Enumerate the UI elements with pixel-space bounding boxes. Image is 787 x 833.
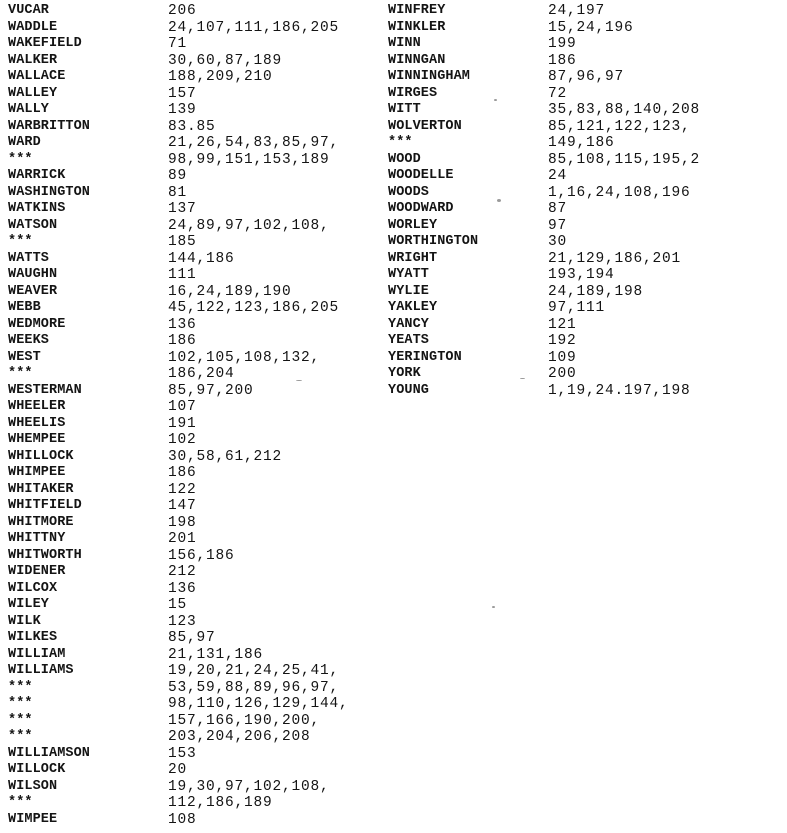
index-right-column xyxy=(388,3,787,399)
index-entry xyxy=(8,581,380,598)
page-numbers: 186 xyxy=(168,333,197,349)
page-numbers: 30,58,61,212 xyxy=(168,448,283,465)
page-numbers: 15 xyxy=(168,597,188,613)
page-numbers: 21,129,186,201 xyxy=(548,250,682,267)
surname: WILKES xyxy=(8,630,58,645)
page-numbers: 206 xyxy=(168,3,197,19)
page-numbers: 97,111 xyxy=(548,300,606,316)
continuation-marker: *** xyxy=(8,679,33,695)
index-entry xyxy=(8,812,380,829)
index-entry xyxy=(8,531,380,548)
continuation-marker: *** xyxy=(8,366,33,381)
index-entry xyxy=(8,515,380,532)
page-numbers: 71 xyxy=(168,36,188,52)
index-entry xyxy=(8,383,380,400)
index-entry xyxy=(8,465,380,482)
page-numbers: 1,19,24.197,198 xyxy=(548,382,691,399)
scan-speck xyxy=(296,380,302,381)
index-entry xyxy=(8,795,380,812)
index-entry xyxy=(8,3,380,20)
surname: WEEKS xyxy=(8,333,50,348)
index-entry xyxy=(8,300,380,317)
surname: WHEELIS xyxy=(8,415,66,431)
page-numbers: 30,60,87,189 xyxy=(168,52,283,69)
page-numbers: 108 xyxy=(168,811,197,828)
page-numbers: 19,30,97,102,108, xyxy=(168,778,330,795)
index-entry xyxy=(388,185,787,202)
surname: WILEY xyxy=(8,597,50,612)
index-entry xyxy=(8,119,380,136)
surname: WIDENER xyxy=(8,564,66,579)
surname: WEAVER xyxy=(8,283,58,299)
index-entry xyxy=(8,779,380,796)
surname: WILLOCK xyxy=(8,762,66,777)
page-numbers: 24,107,111,186,205 xyxy=(168,19,340,36)
continuation-marker: *** xyxy=(388,135,413,150)
index-entry xyxy=(388,333,787,350)
page-numbers: 87,96,97 xyxy=(548,69,625,85)
page-numbers: 156,186 xyxy=(168,547,235,564)
page-numbers: 83.85 xyxy=(168,118,216,135)
index-entry xyxy=(388,3,787,20)
index-entry xyxy=(8,234,380,251)
page-numbers: 24,89,97,102,108, xyxy=(168,217,330,234)
surname: WILLIAMSON xyxy=(8,745,91,761)
index-entry xyxy=(388,317,787,334)
page-numbers: 30 xyxy=(548,234,568,250)
continuation-marker: *** xyxy=(8,696,33,711)
index-entry xyxy=(8,284,380,301)
index-entry xyxy=(8,746,380,763)
index-entry xyxy=(8,399,380,416)
continuation-marker: *** xyxy=(8,795,33,810)
index-entry xyxy=(388,300,787,317)
surname: WYLIE xyxy=(388,283,430,299)
page-numbers: 35,83,88,140,208 xyxy=(548,102,701,118)
surname: WALLEY xyxy=(8,85,58,101)
page-numbers: 122 xyxy=(168,481,197,498)
index-entry xyxy=(388,366,787,383)
page-numbers: 200 xyxy=(548,366,577,382)
page-numbers: 188,209,210 xyxy=(168,69,273,85)
surname: YOUNG xyxy=(388,382,430,398)
surname: WHITMORE xyxy=(8,514,74,530)
surname: WORTHINGTON xyxy=(388,234,479,249)
surname: WOODELLE xyxy=(388,168,454,183)
surname: WARRICK xyxy=(8,168,66,183)
page-numbers: 191 xyxy=(168,415,197,432)
index-entry xyxy=(388,53,787,70)
page-numbers: 199 xyxy=(548,36,577,52)
page-numbers: 24,197 xyxy=(548,3,606,19)
index-entry xyxy=(8,680,380,697)
surname: YAKLEY xyxy=(388,300,438,315)
index-entry xyxy=(8,498,380,515)
surname: WAUGHN xyxy=(8,267,58,282)
page-numbers: 109 xyxy=(548,349,577,366)
index-entry xyxy=(388,284,787,301)
index-entry xyxy=(8,218,380,235)
index-left-column xyxy=(8,3,380,828)
index-entry xyxy=(8,416,380,433)
surname: WIMPEE xyxy=(8,811,58,827)
surname: WHEMPEE xyxy=(8,432,66,447)
page-numbers: 147 xyxy=(168,498,197,514)
page-numbers: 144,186 xyxy=(168,250,235,267)
index-entry xyxy=(388,102,787,119)
page-numbers: 136 xyxy=(168,580,197,597)
page-numbers: 149,186 xyxy=(548,135,615,151)
surname: WOLVERTON xyxy=(388,118,462,134)
page-numbers: 102,105,108,132, xyxy=(168,349,321,366)
index-entry xyxy=(8,317,380,334)
surname: WATKINS xyxy=(8,201,66,216)
page-numbers: 203,204,206,208 xyxy=(168,729,311,745)
page-numbers: 85,121,122,123, xyxy=(548,118,691,135)
index-entry xyxy=(388,201,787,218)
surname: WHIMPEE xyxy=(8,465,66,480)
surname: WILK xyxy=(8,613,41,629)
index-entry xyxy=(388,86,787,103)
surname: WINNINGHAM xyxy=(388,69,471,84)
index-entry xyxy=(388,350,787,367)
page-numbers: 16,24,189,190 xyxy=(168,283,292,300)
index-entry xyxy=(388,251,787,268)
surname: WARD xyxy=(8,135,41,150)
page-numbers: 72 xyxy=(548,85,568,102)
scan-speck xyxy=(520,378,525,379)
page-numbers: 157,166,190,200, xyxy=(168,712,321,729)
surname: WEST xyxy=(8,349,41,365)
page-numbers: 53,59,88,89,96,97, xyxy=(168,679,340,696)
index-entry xyxy=(8,135,380,152)
surname: WHITTNY xyxy=(8,531,66,546)
index-entry xyxy=(388,168,787,185)
index-entry xyxy=(8,548,380,565)
index-entry xyxy=(8,663,380,680)
page-numbers: 21,131,186 xyxy=(168,646,264,663)
page-numbers: 198 xyxy=(168,514,197,531)
continuation-marker: *** xyxy=(8,712,33,728)
surname: WAKEFIELD xyxy=(8,36,82,51)
page-numbers: 186 xyxy=(168,465,197,481)
index-entry xyxy=(388,218,787,235)
page-numbers: 87 xyxy=(548,201,568,217)
surname: WIRGES xyxy=(388,85,438,101)
page-numbers: 157 xyxy=(168,85,197,102)
surname: WINKLER xyxy=(388,19,446,35)
surname: YORK xyxy=(388,366,421,381)
surname: WRIGHT xyxy=(388,250,438,266)
page-numbers: 123 xyxy=(168,613,197,630)
page-numbers: 24 xyxy=(548,168,568,184)
page-numbers: 20 xyxy=(168,762,188,778)
page-numbers: 85,97 xyxy=(168,630,216,646)
surname: WOOD xyxy=(388,151,421,167)
page-numbers: 21,26,54,83,85,97, xyxy=(168,135,340,151)
index-entry xyxy=(8,333,380,350)
index-entry xyxy=(8,267,380,284)
index-entry xyxy=(8,53,380,70)
surname: WILLIAMS xyxy=(8,663,74,678)
surname: WILCOX xyxy=(8,580,58,596)
surname: WILSON xyxy=(8,778,58,794)
surname: WHITAKER xyxy=(8,481,74,497)
page-numbers: 15,24,196 xyxy=(548,19,634,36)
index-entry xyxy=(8,69,380,86)
page-numbers: 121 xyxy=(548,316,577,333)
surname: WINN xyxy=(388,36,421,51)
surname: WHITFIELD xyxy=(8,498,82,513)
page-numbers: 24,189,198 xyxy=(548,283,644,300)
surname: WATSON xyxy=(8,217,58,233)
surname: WOODS xyxy=(388,184,430,200)
surname: WOODWARD xyxy=(388,201,454,216)
index-entry xyxy=(8,350,380,367)
index-entry xyxy=(8,102,380,119)
page-numbers: 136 xyxy=(168,316,197,333)
continuation-marker: *** xyxy=(8,729,33,744)
surname: YANCY xyxy=(388,316,430,332)
page-numbers: 185 xyxy=(168,234,197,250)
page-numbers: 153 xyxy=(168,745,197,762)
surname: WESTERMAN xyxy=(8,382,82,398)
index-entry xyxy=(8,185,380,202)
surname: WILLIAM xyxy=(8,646,66,662)
surname: WITT xyxy=(388,102,421,117)
index-entry xyxy=(8,647,380,664)
index-entry xyxy=(8,729,380,746)
index-entry xyxy=(8,86,380,103)
page-numbers: 186,204 xyxy=(168,366,235,382)
continuation-marker: *** xyxy=(8,151,33,167)
page-numbers: 81 xyxy=(168,184,188,201)
index-entry xyxy=(8,251,380,268)
surname: VUCAR xyxy=(8,3,50,18)
index-entry xyxy=(388,135,787,152)
page-numbers: 85,97,200 xyxy=(168,382,254,399)
scan-speck xyxy=(492,606,495,608)
page-numbers: 192 xyxy=(548,333,577,349)
surname: WYATT xyxy=(388,267,430,282)
surname: WALLACE xyxy=(8,69,66,84)
index-entry xyxy=(8,449,380,466)
index-entry xyxy=(8,713,380,730)
surname: WHEELER xyxy=(8,399,66,414)
index-entry xyxy=(8,20,380,37)
page-numbers: 201 xyxy=(168,531,197,547)
page-numbers: 1,16,24,108,196 xyxy=(548,184,691,201)
scan-speck xyxy=(494,99,497,101)
surname: WALKER xyxy=(8,52,58,68)
page-numbers: 98,110,126,129,144, xyxy=(168,696,349,712)
index-entry xyxy=(388,267,787,284)
surname: WADDLE xyxy=(8,19,58,35)
continuation-marker: *** xyxy=(8,234,33,249)
index-entry xyxy=(8,696,380,713)
index-entry xyxy=(8,152,380,169)
index-entry xyxy=(8,614,380,631)
page-numbers: 98,99,151,153,189 xyxy=(168,151,330,168)
page-numbers: 193,194 xyxy=(548,267,615,283)
surname: YEATS xyxy=(388,333,430,348)
index-entry xyxy=(388,383,787,400)
page-numbers: 19,20,21,24,25,41, xyxy=(168,663,340,679)
surname: WHILLOCK xyxy=(8,448,74,464)
page-numbers: 85,108,115,195,2 xyxy=(548,151,701,168)
index-entry xyxy=(388,119,787,136)
index-entry xyxy=(8,564,380,581)
index-entry xyxy=(8,36,380,53)
index-entry xyxy=(8,168,380,185)
index-entry xyxy=(8,630,380,647)
page-numbers: 102 xyxy=(168,432,197,448)
index-entry xyxy=(8,201,380,218)
surname: WEDMORE xyxy=(8,316,66,332)
page-numbers: 137 xyxy=(168,201,197,217)
surname: WALLY xyxy=(8,102,50,117)
surname: WINNGAN xyxy=(388,52,446,68)
index-entry xyxy=(388,152,787,169)
surname: WATTS xyxy=(8,250,50,266)
index-entry xyxy=(388,234,787,251)
page-numbers: 186 xyxy=(548,52,577,69)
page-numbers: 111 xyxy=(168,267,197,283)
page-numbers: 212 xyxy=(168,564,197,580)
surname: WEBB xyxy=(8,300,41,315)
page-numbers: 89 xyxy=(168,168,188,184)
index-entry xyxy=(8,762,380,779)
surname: YERINGTON xyxy=(388,349,462,365)
surname: WHITWORTH xyxy=(8,547,82,563)
surname: WASHINGTON xyxy=(8,184,91,200)
surname: WORLEY xyxy=(388,217,438,233)
page-numbers: 112,186,189 xyxy=(168,795,273,811)
index-entry xyxy=(388,69,787,86)
scan-speck xyxy=(497,199,501,202)
page-numbers: 139 xyxy=(168,102,197,118)
index-entry xyxy=(8,432,380,449)
surname: WARBRITTON xyxy=(8,118,91,134)
surname: WINFREY xyxy=(388,3,446,18)
index-entry xyxy=(8,366,380,383)
page-numbers: 45,122,123,186,205 xyxy=(168,300,340,316)
page-numbers: 97 xyxy=(548,217,568,234)
index-entry xyxy=(388,20,787,37)
index-entry xyxy=(388,36,787,53)
page-numbers: 107 xyxy=(168,399,197,415)
index-entry xyxy=(8,482,380,499)
index-entry xyxy=(8,597,380,614)
